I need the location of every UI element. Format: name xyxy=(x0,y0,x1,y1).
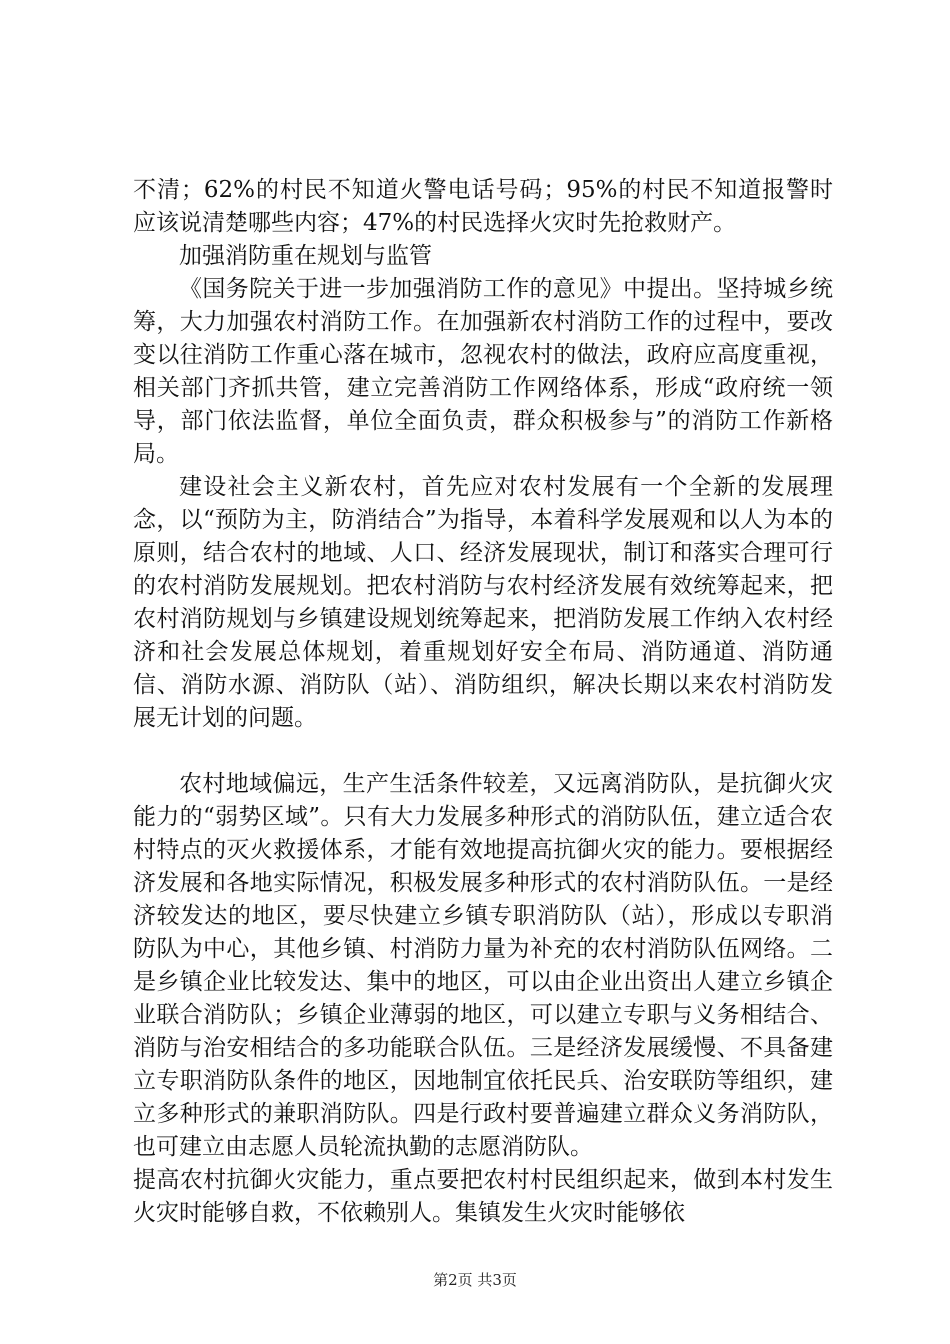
page-number-footer: 第2页 共3页 xyxy=(433,1271,517,1289)
paragraph-new-countryside-planning: 建设社会主义新农村，首先应对农村发展有一个全新的发展理念，以“预防为主，防消结合”为指导，本着科学发展观和以人为本的原则，结合农村的地域、人口、经济发展现状，制订和落实合理可行的农村消防发展规划。把农村消防与农村经济发展有效统筹起来，把农村消防规划与乡镇建设规划统筹起来，把消防发展工作纳入农村经济和社会发展总体规划，着重规划好安全布局、消防通道、消防通信、消防水源、消防队（站）、消防组织，解决长期以来农村消防发展无计划的问题。 xyxy=(133,474,833,731)
paragraph-continuation: 不清；62%的村民不知道火警电话号码；95%的村民不知道报警时应该说清楚哪些内容；47%的村民选择火灾时先抢救财产。 xyxy=(133,177,833,236)
section-heading: 加强消防重在规划与监管 xyxy=(179,243,432,269)
paragraph-state-council-opinion: 《国务院关于进一步加强消防工作的意见》中提出。坚持城乡统筹，大力加强农村消防工作。在加强新农村消防工作的过程中，要改变以往消防工作重心落在城市，忽视农村的做法，政府应高度重视，相关部门齐抓共管，建立完善消防工作网络体系，形成“政府统一领导，部门依法监督，单位全面负责，群众积极参与”的消防工作新格局。 xyxy=(133,276,833,467)
document-body xyxy=(133,174,833,1230)
paragraph-spacer xyxy=(133,735,833,768)
paragraph-fire-brigades: 农村地域偏远，生产生活条件较差，又远离消防队，是抗御火灾能力的“弱势区域”。只有大力发展多种形式的消防队伍，建立适合农村特点的灭火救援体系，才能有效地提高抗御火灾的能力。要根据经济发展和各地实际情况，积极发展多种形式的农村消防队伍。一是经济较发达的地区，要尽快建立乡镇专职消防队（站），形成以专职消防队为中心，其他乡镇、村消防力量为补充的农村消防队伍网络。二是乡镇企业比较发达、集中的地区，可以由企业出资出人建立乡镇企业联合消防队；乡镇企业薄弱的地区，可以建立专职与义务相结合、消防与治安相结合的多功能联合队伍。三是经济发展缓慢、不具备建立专职消防队条件的地区，因地制宜依托民兵、治安联防等组织，建立多种形式的兼职消防队。四是行政村要普遍建立群众义务消防队，也可建立由志愿人员轮流执勤的志愿消防队。 xyxy=(133,771,833,1160)
paragraph-self-rescue: 提高农村抗御火灾能力，重点要把农村村民组织起来，做到本村发生火灾时能够自救，不依赖别人。集镇发生火灾时能够依 xyxy=(133,1167,833,1226)
